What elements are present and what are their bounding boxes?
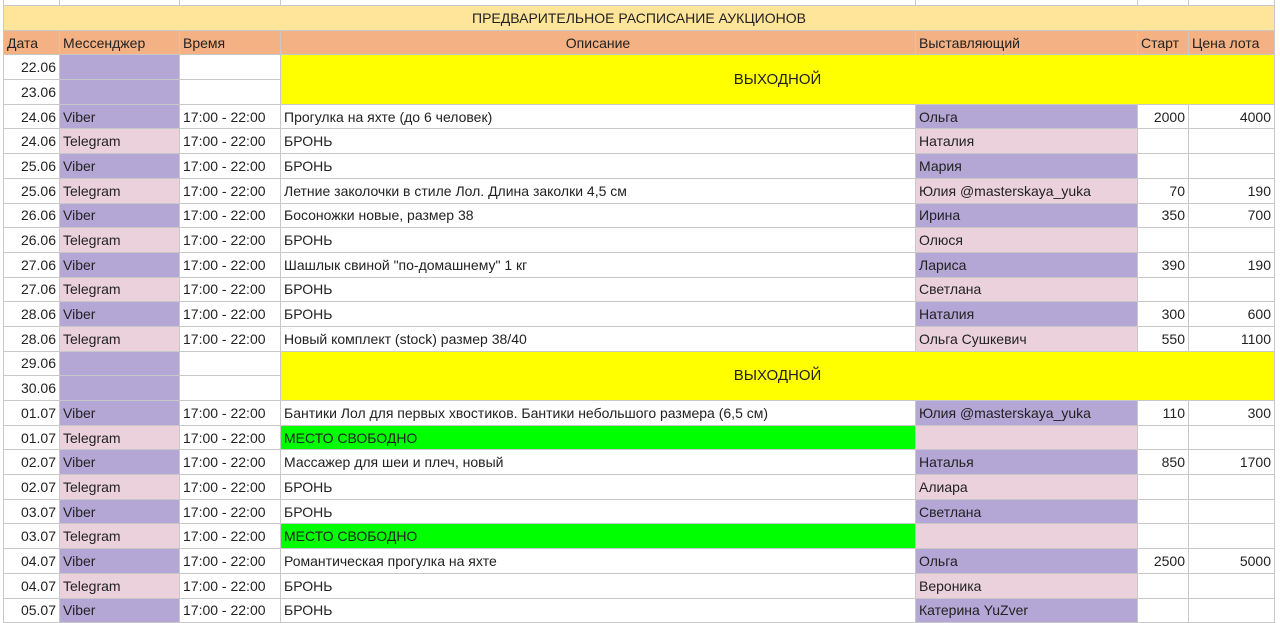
lot-price-cell[interactable]: [1189, 277, 1275, 302]
start-price-cell[interactable]: 350: [1138, 203, 1189, 228]
table-row: [4, 499, 1275, 524]
messenger-cell[interactable]: Telegram: [60, 573, 180, 598]
table-row: [4, 598, 1275, 623]
table-row: [4, 524, 1275, 549]
time-cell[interactable]: [180, 376, 281, 401]
seller-cell[interactable]: Юлия @masterskaya_yuka: [916, 178, 1138, 203]
seller-cell[interactable]: Ирина: [916, 203, 1138, 228]
messenger-cell[interactable]: [60, 55, 180, 80]
description-cell[interactable]: Романтическая прогулка на яхте: [281, 549, 916, 574]
time-cell[interactable]: 17:00 - 22:00: [180, 129, 281, 154]
time-cell[interactable]: [180, 80, 281, 105]
description-cell[interactable]: БРОНЬ: [281, 573, 916, 598]
time-cell[interactable]: 17:00 - 22:00: [180, 277, 281, 302]
date-cell[interactable]: 26.06: [4, 228, 60, 253]
spreadsheet: [3, 0, 1275, 623]
header-description[interactable]: Описание: [281, 30, 916, 55]
header-time[interactable]: Время: [180, 30, 281, 55]
time-cell[interactable]: [180, 55, 281, 80]
start-price-cell[interactable]: [1138, 154, 1189, 179]
weekend-cell[interactable]: ВЫХОДНОЙ: [281, 55, 1275, 104]
table-row: [4, 302, 1275, 327]
seller-cell[interactable]: Ольга: [916, 549, 1138, 574]
date-cell[interactable]: 02.07: [4, 450, 60, 475]
start-price-cell[interactable]: 70: [1138, 178, 1189, 203]
seller-cell[interactable]: Наталья: [916, 450, 1138, 475]
description-cell[interactable]: Шашлык свиной "по-домашнему" 1 кг: [281, 252, 916, 277]
date-cell[interactable]: 03.07: [4, 499, 60, 524]
description-cell[interactable]: БРОНЬ: [281, 598, 916, 623]
date-cell[interactable]: 26.06: [4, 203, 60, 228]
header-price[interactable]: Цена лота: [1189, 30, 1275, 55]
messenger-cell[interactable]: [60, 376, 180, 401]
start-price-cell[interactable]: [1138, 425, 1189, 450]
table-row: [4, 129, 1275, 154]
table-row: [4, 203, 1275, 228]
messenger-cell[interactable]: Telegram: [60, 425, 180, 450]
date-cell[interactable]: 28.06: [4, 302, 60, 327]
messenger-cell[interactable]: Viber: [60, 499, 180, 524]
lot-price-cell[interactable]: [1189, 573, 1275, 598]
description-cell[interactable]: БРОНЬ: [281, 154, 916, 179]
seller-cell[interactable]: Юлия @masterskaya_yuka: [916, 401, 1138, 426]
seller-cell[interactable]: Светлана: [916, 499, 1138, 524]
date-cell[interactable]: 24.06: [4, 129, 60, 154]
table-row: [4, 450, 1275, 475]
messenger-cell[interactable]: Telegram: [60, 277, 180, 302]
messenger-cell[interactable]: Viber: [60, 104, 180, 129]
time-cell[interactable]: 17:00 - 22:00: [180, 549, 281, 574]
table-row: [4, 326, 1275, 351]
seller-cell[interactable]: Олюся: [916, 228, 1138, 253]
time-cell[interactable]: [180, 351, 281, 376]
date-cell[interactable]: 25.06: [4, 154, 60, 179]
messenger-cell[interactable]: Viber: [60, 154, 180, 179]
time-cell[interactable]: 17:00 - 22:00: [180, 499, 281, 524]
description-cell[interactable]: БРОНЬ: [281, 499, 916, 524]
description-cell[interactable]: БРОНЬ: [281, 302, 916, 327]
lot-price-cell[interactable]: 600: [1189, 302, 1275, 327]
date-cell[interactable]: 27.06: [4, 252, 60, 277]
date-cell[interactable]: 01.07: [4, 401, 60, 426]
date-cell[interactable]: 27.06: [4, 277, 60, 302]
messenger-cell[interactable]: Telegram: [60, 475, 180, 500]
start-price-cell[interactable]: [1138, 524, 1189, 549]
header-row: [4, 30, 1275, 55]
start-price-cell[interactable]: 390: [1138, 252, 1189, 277]
description-cell[interactable]: Летние заколочки в стиле Лол. Длина заколки 4,5 см: [281, 178, 916, 203]
seller-cell[interactable]: Лариса: [916, 252, 1138, 277]
date-cell[interactable]: 01.07: [4, 425, 60, 450]
lot-price-cell[interactable]: 4000: [1189, 104, 1275, 129]
time-cell[interactable]: 17:00 - 22:00: [180, 178, 281, 203]
start-price-cell[interactable]: 2000: [1138, 104, 1189, 129]
seller-cell[interactable]: Светлана: [916, 277, 1138, 302]
description-cell[interactable]: БРОНЬ: [281, 475, 916, 500]
messenger-cell[interactable]: [60, 351, 180, 376]
start-price-cell[interactable]: [1138, 129, 1189, 154]
time-cell[interactable]: 17:00 - 22:00: [180, 573, 281, 598]
seller-cell[interactable]: Катерина YuZver: [916, 598, 1138, 623]
lot-price-cell[interactable]: 190: [1189, 252, 1275, 277]
time-cell[interactable]: 17:00 - 22:00: [180, 154, 281, 179]
messenger-cell[interactable]: Viber: [60, 252, 180, 277]
seller-cell[interactable]: Наталия: [916, 129, 1138, 154]
start-price-cell[interactable]: [1138, 598, 1189, 623]
lot-price-cell[interactable]: 1100: [1189, 326, 1275, 351]
date-cell[interactable]: 30.06: [4, 376, 60, 401]
schedule-table: [3, 0, 1275, 623]
messenger-cell[interactable]: Telegram: [60, 228, 180, 253]
start-price-cell[interactable]: [1138, 573, 1189, 598]
title-row: [4, 6, 1275, 31]
seller-cell[interactable]: Наталия: [916, 302, 1138, 327]
lot-price-cell[interactable]: 1700: [1189, 450, 1275, 475]
description-cell[interactable]: МЕСТО СВОБОДНО: [281, 425, 916, 450]
messenger-cell[interactable]: Viber: [60, 598, 180, 623]
messenger-cell[interactable]: [60, 80, 180, 105]
header-messenger[interactable]: Мессенджер: [60, 30, 180, 55]
header-date[interactable]: Дата: [4, 30, 60, 55]
description-cell[interactable]: Босоножки новые, размер 38: [281, 203, 916, 228]
lot-price-cell[interactable]: 700: [1189, 203, 1275, 228]
lot-price-cell[interactable]: 190: [1189, 178, 1275, 203]
date-cell[interactable]: 28.06: [4, 326, 60, 351]
weekend-row: [4, 351, 1275, 376]
weekend-row: [4, 55, 1275, 80]
time-cell[interactable]: 17:00 - 22:00: [180, 401, 281, 426]
table-row: [4, 252, 1275, 277]
table-row: [4, 425, 1275, 450]
weekend-cell[interactable]: ВЫХОДНОЙ: [281, 351, 1275, 400]
start-price-cell[interactable]: 110: [1138, 401, 1189, 426]
time-cell[interactable]: 17:00 - 22:00: [180, 203, 281, 228]
time-cell[interactable]: 17:00 - 22:00: [180, 302, 281, 327]
header-seller[interactable]: Выставляющий: [916, 30, 1138, 55]
seller-cell[interactable]: [916, 524, 1138, 549]
start-price-cell[interactable]: [1138, 499, 1189, 524]
start-price-cell[interactable]: 850: [1138, 450, 1189, 475]
start-price-cell[interactable]: 550: [1138, 326, 1189, 351]
messenger-cell[interactable]: Viber: [60, 401, 180, 426]
table-row: [4, 549, 1275, 574]
messenger-cell[interactable]: Viber: [60, 203, 180, 228]
description-cell[interactable]: МЕСТО СВОБОДНО: [281, 524, 916, 549]
description-cell[interactable]: Новый комплект (stock) размер 38/40: [281, 326, 916, 351]
messenger-cell[interactable]: Telegram: [60, 129, 180, 154]
seller-cell[interactable]: Алиара: [916, 475, 1138, 500]
header-start[interactable]: Старт: [1138, 30, 1189, 55]
messenger-cell[interactable]: Viber: [60, 549, 180, 574]
messenger-cell[interactable]: Viber: [60, 450, 180, 475]
table-row: [4, 154, 1275, 179]
description-cell[interactable]: Прогулка на яхте (до 6 человек): [281, 104, 916, 129]
lot-price-cell[interactable]: 5000: [1189, 549, 1275, 574]
date-cell[interactable]: 29.06: [4, 351, 60, 376]
seller-cell[interactable]: Ольга: [916, 104, 1138, 129]
sheet-title[interactable]: ПРЕДВАРИТЕЛЬНОЕ РАСПИСАНИЕ АУКЦИОНОВ: [4, 6, 1275, 31]
start-price-cell[interactable]: [1138, 228, 1189, 253]
start-price-cell[interactable]: [1138, 475, 1189, 500]
messenger-cell[interactable]: Telegram: [60, 326, 180, 351]
table-row: [4, 401, 1275, 426]
seller-cell[interactable]: Вероника: [916, 573, 1138, 598]
table-row: [4, 104, 1275, 129]
table-row: [4, 178, 1275, 203]
lot-price-cell[interactable]: [1189, 524, 1275, 549]
description-cell[interactable]: Массажер для шеи и плеч, новый: [281, 450, 916, 475]
seller-cell[interactable]: Ольга Сушкевич: [916, 326, 1138, 351]
messenger-cell[interactable]: Viber: [60, 302, 180, 327]
lot-price-cell[interactable]: [1189, 598, 1275, 623]
table-row: [4, 228, 1275, 253]
date-cell[interactable]: 22.06: [4, 55, 60, 80]
description-cell[interactable]: БРОНЬ: [281, 228, 916, 253]
lot-price-cell[interactable]: [1189, 129, 1275, 154]
lot-price-cell[interactable]: [1189, 499, 1275, 524]
start-price-cell[interactable]: [1138, 277, 1189, 302]
start-price-cell[interactable]: 2500: [1138, 549, 1189, 574]
description-cell[interactable]: БРОНЬ: [281, 277, 916, 302]
description-cell[interactable]: Бантики Лол для первых хвостиков. Бантики небольшого размера (6,5 см): [281, 401, 916, 426]
time-cell[interactable]: 17:00 - 22:00: [180, 104, 281, 129]
date-cell[interactable]: 23.06: [4, 80, 60, 105]
lot-price-cell[interactable]: [1189, 425, 1275, 450]
lot-price-cell[interactable]: [1189, 154, 1275, 179]
table-row: [4, 475, 1275, 500]
lot-price-cell[interactable]: 300: [1189, 401, 1275, 426]
time-cell[interactable]: 17:00 - 22:00: [180, 598, 281, 623]
date-cell[interactable]: 24.06: [4, 104, 60, 129]
date-cell[interactable]: 04.07: [4, 549, 60, 574]
time-cell[interactable]: 17:00 - 22:00: [180, 252, 281, 277]
date-cell[interactable]: 04.07: [4, 573, 60, 598]
time-cell[interactable]: 17:00 - 22:00: [180, 524, 281, 549]
seller-cell[interactable]: [916, 425, 1138, 450]
time-cell[interactable]: 17:00 - 22:00: [180, 228, 281, 253]
start-price-cell[interactable]: 300: [1138, 302, 1189, 327]
time-cell[interactable]: 17:00 - 22:00: [180, 326, 281, 351]
lot-price-cell[interactable]: [1189, 228, 1275, 253]
description-cell[interactable]: БРОНЬ: [281, 129, 916, 154]
table-row: [4, 573, 1275, 598]
time-cell[interactable]: 17:00 - 22:00: [180, 475, 281, 500]
seller-cell[interactable]: Мария: [916, 154, 1138, 179]
date-cell[interactable]: 02.07: [4, 475, 60, 500]
messenger-cell[interactable]: Telegram: [60, 524, 180, 549]
messenger-cell[interactable]: Telegram: [60, 178, 180, 203]
date-cell[interactable]: 05.07: [4, 598, 60, 623]
date-cell[interactable]: 03.07: [4, 524, 60, 549]
date-cell[interactable]: 25.06: [4, 178, 60, 203]
table-row: [4, 277, 1275, 302]
time-cell[interactable]: 17:00 - 22:00: [180, 450, 281, 475]
lot-price-cell[interactable]: [1189, 475, 1275, 500]
time-cell[interactable]: 17:00 - 22:00: [180, 425, 281, 450]
